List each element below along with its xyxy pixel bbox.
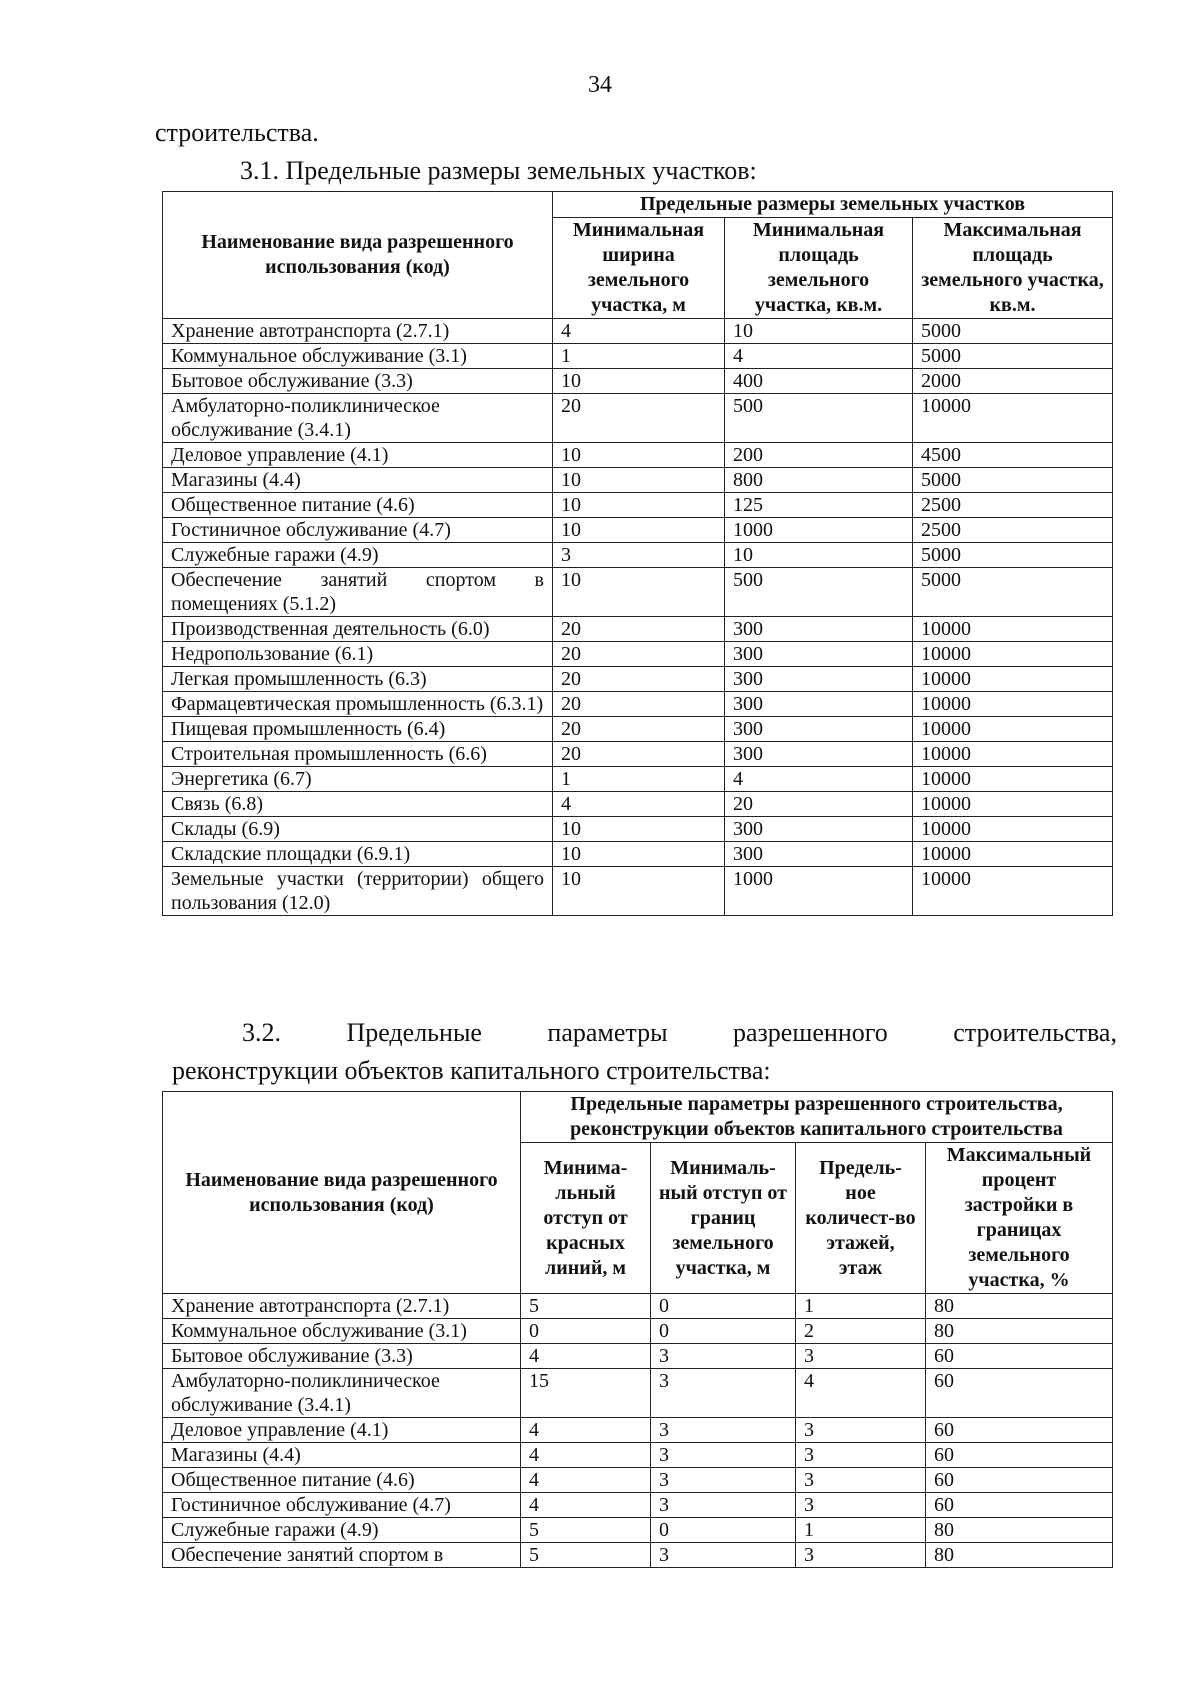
- value-cell: 200: [725, 443, 913, 468]
- value-cell: 10000: [913, 642, 1113, 667]
- use-type-cell: Обеспечение занятий спортом в помещениях (5.1.2): [163, 568, 553, 617]
- value-cell: 3: [651, 1543, 796, 1568]
- use-type-cell: Амбулаторно-поликлиническое обслуживание (3.4.1): [163, 394, 553, 443]
- value-cell: 0: [651, 1294, 796, 1319]
- value-cell: 10000: [913, 817, 1113, 842]
- value-cell: 10000: [913, 742, 1113, 767]
- value-cell: 1000: [725, 518, 913, 543]
- value-cell: 10000: [913, 617, 1113, 642]
- table-row: [163, 1543, 1113, 1568]
- value-cell: 2500: [913, 493, 1113, 518]
- use-type-cell: Магазины (4.4): [163, 1443, 521, 1468]
- use-type-cell: Бытовое обслуживание (3.3): [163, 369, 553, 394]
- value-cell: 3: [796, 1443, 926, 1468]
- value-cell: 60: [926, 1493, 1113, 1518]
- value-cell: 300: [725, 817, 913, 842]
- value-cell: 5: [521, 1518, 651, 1543]
- value-cell: 3: [651, 1369, 796, 1418]
- header-group-sizes: Предельные размеры земельных участков: [553, 192, 1113, 218]
- value-cell: 4: [521, 1443, 651, 1468]
- value-cell: 3: [553, 543, 725, 568]
- table-row: [163, 518, 1113, 543]
- value-cell: 10: [553, 493, 725, 518]
- construction-params-table-body: [163, 1294, 1113, 1568]
- table-row: [163, 1493, 1113, 1518]
- value-cell: 5000: [913, 344, 1113, 369]
- value-cell: 300: [725, 617, 913, 642]
- value-cell: 500: [725, 568, 913, 617]
- value-cell: 60: [926, 1369, 1113, 1418]
- value-cell: 4: [553, 792, 725, 817]
- table-row: [163, 394, 1113, 443]
- value-cell: 60: [926, 1468, 1113, 1493]
- use-type-cell: Недропользование (6.1): [163, 642, 553, 667]
- value-cell: 10000: [913, 792, 1113, 817]
- table-row: [163, 543, 1113, 568]
- use-type-cell: Обеспечение занятий спортом в: [163, 1543, 521, 1568]
- use-type-cell: Магазины (4.4): [163, 468, 553, 493]
- value-cell: 0: [651, 1319, 796, 1344]
- page-number: 34: [588, 72, 612, 98]
- table-row: [163, 617, 1113, 642]
- value-cell: 125: [725, 493, 913, 518]
- table-row: [163, 1518, 1113, 1543]
- value-cell: 4: [725, 767, 913, 792]
- header-percent: Максимальный процент застройки в границах земельного участка, %: [926, 1143, 1113, 1294]
- header-use-type-2: Наименование вида разрешенного использования (код): [163, 1092, 521, 1294]
- value-cell: 10000: [913, 692, 1113, 717]
- value-cell: 4: [725, 344, 913, 369]
- value-cell: 15: [521, 1369, 651, 1418]
- table-row: [163, 568, 1113, 617]
- value-cell: 300: [725, 667, 913, 692]
- value-cell: 3: [651, 1443, 796, 1468]
- value-cell: 1: [553, 344, 725, 369]
- value-cell: 20: [553, 617, 725, 642]
- value-cell: 3: [651, 1493, 796, 1518]
- value-cell: 60: [926, 1443, 1113, 1468]
- table-row: [163, 319, 1113, 344]
- value-cell: 300: [725, 642, 913, 667]
- value-cell: 5000: [913, 319, 1113, 344]
- value-cell: 4: [521, 1418, 651, 1443]
- table-row: [163, 1443, 1113, 1468]
- use-type-cell: Бытовое обслуживание (3.3): [163, 1344, 521, 1369]
- use-type-cell: Хранение автотранспорта (2.7.1): [163, 1294, 521, 1319]
- use-type-cell: Деловое управление (4.1): [163, 1418, 521, 1443]
- table-row: [163, 1294, 1113, 1319]
- value-cell: 10: [725, 319, 913, 344]
- value-cell: 20: [553, 394, 725, 443]
- section2-heading-word: Предельные: [346, 1018, 482, 1047]
- value-cell: 60: [926, 1344, 1113, 1369]
- table-row: [163, 867, 1113, 916]
- value-cell: 300: [725, 842, 913, 867]
- value-cell: 3: [651, 1418, 796, 1443]
- use-type-cell: Общественное питание (4.6): [163, 493, 553, 518]
- value-cell: 500: [725, 394, 913, 443]
- value-cell: 2: [796, 1319, 926, 1344]
- value-cell: 10000: [913, 842, 1113, 867]
- value-cell: 3: [651, 1344, 796, 1369]
- use-type-cell: Общественное питание (4.6): [163, 1468, 521, 1493]
- value-cell: 3: [796, 1468, 926, 1493]
- value-cell: 80: [926, 1294, 1113, 1319]
- value-cell: 4: [521, 1493, 651, 1518]
- value-cell: 1: [553, 767, 725, 792]
- value-cell: 10000: [913, 867, 1113, 916]
- intro-line: строительства.: [155, 118, 319, 147]
- value-cell: 2000: [913, 369, 1113, 394]
- table-row: [163, 717, 1113, 742]
- use-type-cell: Строительная промышленность (6.6): [163, 742, 553, 767]
- use-type-cell: Легкая промышленность (6.3): [163, 667, 553, 692]
- value-cell: 20: [553, 642, 725, 667]
- table-row: [163, 443, 1113, 468]
- value-cell: 10: [553, 518, 725, 543]
- value-cell: 1000: [725, 867, 913, 916]
- value-cell: 10: [553, 443, 725, 468]
- table-row: [163, 1344, 1113, 1369]
- value-cell: 10: [553, 369, 725, 394]
- value-cell: 3: [651, 1468, 796, 1493]
- use-type-cell: Служебные гаражи (4.9): [163, 543, 553, 568]
- table-row: [163, 767, 1113, 792]
- section2-heading-word: 3.2.: [242, 1018, 281, 1047]
- header-boundary: Минималь-ный отступ от границ земельного участка, м: [651, 1143, 796, 1294]
- value-cell: 10: [553, 468, 725, 493]
- value-cell: 5: [521, 1543, 651, 1568]
- table-row: [163, 792, 1113, 817]
- value-cell: 20: [553, 742, 725, 767]
- value-cell: 2500: [913, 518, 1113, 543]
- use-type-cell: Гостиничное обслуживание (4.7): [163, 1493, 521, 1518]
- section2-heading-word: параметры: [547, 1018, 668, 1047]
- value-cell: 5: [521, 1294, 651, 1319]
- land-plot-size-table-body: [163, 319, 1113, 916]
- value-cell: 3: [796, 1418, 926, 1443]
- land-plot-size-table: [162, 191, 1113, 916]
- table-row: [163, 1369, 1113, 1418]
- header-floors: Предель-ное количест-во этажей, этаж: [796, 1143, 926, 1294]
- value-cell: 20: [553, 692, 725, 717]
- table-row: [163, 369, 1113, 394]
- value-cell: 10: [553, 867, 725, 916]
- section2-heading-word: разрешенного: [733, 1018, 888, 1047]
- use-type-cell: Земельные участки (территории) общего пользования (12.0): [163, 867, 553, 916]
- value-cell: 80: [926, 1543, 1113, 1568]
- value-cell: 800: [725, 468, 913, 493]
- value-cell: 5000: [913, 568, 1113, 617]
- value-cell: 1: [796, 1294, 926, 1319]
- value-cell: 4: [553, 319, 725, 344]
- value-cell: 20: [553, 717, 725, 742]
- table-row: [163, 1418, 1113, 1443]
- value-cell: 400: [725, 369, 913, 394]
- value-cell: 80: [926, 1518, 1113, 1543]
- use-type-cell: Фармацевтическая промышленность (6.3.1): [163, 692, 553, 717]
- header-use-type: Наименование вида разрешенного использования (код): [163, 192, 553, 319]
- value-cell: 3: [796, 1344, 926, 1369]
- value-cell: 10000: [913, 394, 1113, 443]
- value-cell: 10000: [913, 667, 1113, 692]
- value-cell: 4: [521, 1344, 651, 1369]
- table-row: [163, 742, 1113, 767]
- value-cell: 20: [553, 667, 725, 692]
- value-cell: 80: [926, 1319, 1113, 1344]
- header-group-params: Предельные параметры разрешенного строительства, реконструкции объектов капитального строительства: [521, 1092, 1113, 1143]
- value-cell: 0: [521, 1319, 651, 1344]
- table-row: [163, 1319, 1113, 1344]
- use-type-cell: Коммунальное обслуживание (3.1): [163, 1319, 521, 1344]
- value-cell: 10: [553, 842, 725, 867]
- value-cell: 60: [926, 1418, 1113, 1443]
- header-max-area: Максимальная площадь земельного участка, кв.м.: [913, 218, 1113, 319]
- value-cell: 3: [796, 1543, 926, 1568]
- value-cell: 10: [553, 817, 725, 842]
- value-cell: 5000: [913, 468, 1113, 493]
- use-type-cell: Служебные гаражи (4.9): [163, 1518, 521, 1543]
- header-min-area: Минимальная площадь земельного участка, кв.м.: [725, 218, 913, 319]
- use-type-cell: Гостиничное обслуживание (4.7): [163, 518, 553, 543]
- use-type-cell: Хранение автотранспорта (2.7.1): [163, 319, 553, 344]
- use-type-cell: Амбулаторно-поликлиническое обслуживание (3.4.1): [163, 1369, 521, 1418]
- header-red-lines: Минима-льный отступ от красных линий, м: [521, 1143, 651, 1294]
- table-row: [163, 817, 1113, 842]
- use-type-cell: Деловое управление (4.1): [163, 443, 553, 468]
- value-cell: 300: [725, 717, 913, 742]
- value-cell: 4: [796, 1369, 926, 1418]
- value-cell: 300: [725, 692, 913, 717]
- use-type-cell: Энергетика (6.7): [163, 767, 553, 792]
- value-cell: 0: [651, 1518, 796, 1543]
- use-type-cell: Связь (6.8): [163, 792, 553, 817]
- value-cell: 1: [796, 1518, 926, 1543]
- value-cell: 4: [521, 1468, 651, 1493]
- section2-heading-line2: реконструкции объектов капитального строительства:: [172, 1056, 771, 1085]
- section1-heading: 3.1. Предельные размеры земельных участков:: [240, 156, 757, 185]
- use-type-cell: Производственная деятельность (6.0): [163, 617, 553, 642]
- value-cell: 300: [725, 742, 913, 767]
- table-row: [163, 692, 1113, 717]
- value-cell: 20: [725, 792, 913, 817]
- value-cell: 3: [796, 1493, 926, 1518]
- table-row: [163, 667, 1113, 692]
- value-cell: 5000: [913, 543, 1113, 568]
- construction-params-table: [162, 1091, 1113, 1568]
- table-row: [163, 842, 1113, 867]
- value-cell: 10: [725, 543, 913, 568]
- table-row: [163, 468, 1113, 493]
- value-cell: 10000: [913, 717, 1113, 742]
- use-type-cell: Пищевая промышленность (6.4): [163, 717, 553, 742]
- table-row: [163, 493, 1113, 518]
- value-cell: 4500: [913, 443, 1113, 468]
- use-type-cell: Складские площадки (6.9.1): [163, 842, 553, 867]
- table-row: [163, 642, 1113, 667]
- value-cell: 10000: [913, 767, 1113, 792]
- section2-heading-line1: [172, 1018, 1117, 1048]
- use-type-cell: Склады (6.9): [163, 817, 553, 842]
- use-type-cell: Коммунальное обслуживание (3.1): [163, 344, 553, 369]
- table-row: [163, 344, 1113, 369]
- header-min-width: Минимальная ширина земельного участка, м: [553, 218, 725, 319]
- section2-heading-word: строительства,: [953, 1018, 1117, 1047]
- table-row: [163, 1468, 1113, 1493]
- value-cell: 10: [553, 568, 725, 617]
